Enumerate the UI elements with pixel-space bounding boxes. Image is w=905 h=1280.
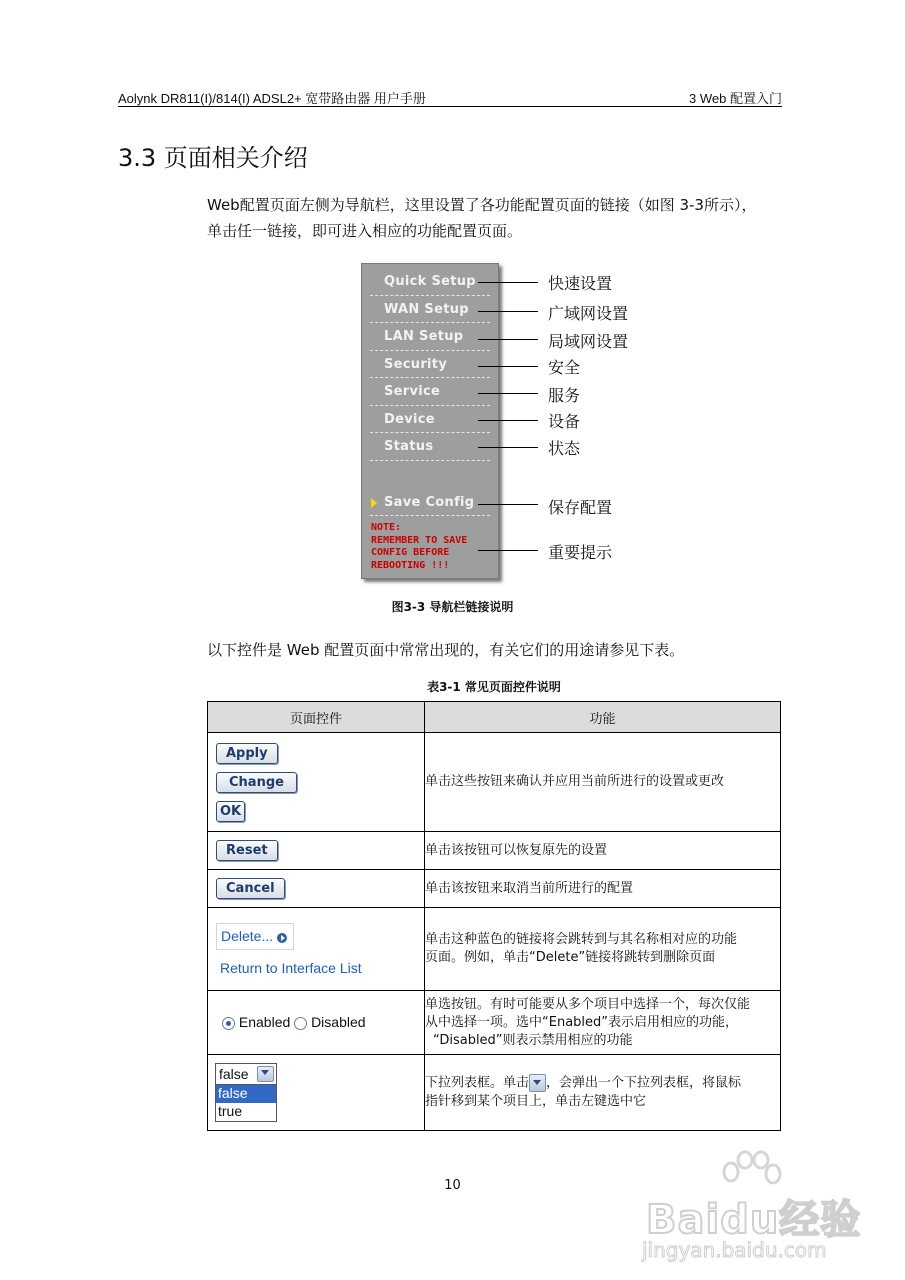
arrow-circle-icon [277, 933, 287, 943]
nav-divider [370, 432, 490, 433]
radio-enabled-label: Enabled [238, 1014, 291, 1030]
table-cell [208, 832, 425, 870]
table-row [208, 870, 781, 908]
label-lan-setup: 局域网设置 [548, 332, 629, 351]
return-to-interface-list-link[interactable]: Return to Interface List [220, 960, 362, 976]
para-2: 以下控件是 Web 配置页面中常常出现的，有关它们的用途请参见下表。 [207, 641, 685, 659]
label-service: 服务 [548, 386, 581, 405]
nav-item-wan-setup[interactable]: WAN Setup [384, 302, 469, 317]
cancel-button[interactable]: Cancel [216, 878, 285, 899]
header-rule [118, 106, 782, 107]
select-box[interactable] [216, 1064, 276, 1085]
table-cell [425, 908, 781, 991]
row-desc-part: 下拉列表框。单击 [425, 1075, 530, 1091]
table-row [208, 832, 781, 870]
label-quick-setup: 快速设置 [548, 274, 613, 293]
delete-link[interactable]: Delete... [221, 928, 274, 944]
intro-line-1: Web配置页面左侧为导航栏，这里设置了各功能配置页面的链接（如图 3-3所示）， [207, 196, 757, 214]
figure-caption: 图3-3 导航栏链接说明 [391, 600, 514, 614]
dropdown-option[interactable]: true [218, 1103, 243, 1119]
section-title: 3.3 页面相关介绍 [118, 144, 308, 172]
nav-divider [370, 405, 490, 406]
column-header-function: 功能 [425, 702, 781, 733]
leader-line [478, 282, 538, 283]
watermark-url: jingyan.baidu.com [642, 1238, 827, 1262]
table-cell [425, 991, 781, 1055]
table-header-row [208, 702, 781, 733]
label-status: 状态 [548, 439, 581, 458]
label-note: 重要提示 [548, 543, 613, 562]
row-desc: 单击该按钮可以恢复原先的设置 [425, 842, 608, 858]
row-desc-line: 单击这种蓝色的链接将会跳转到与其名称相对应的功能 [425, 932, 738, 947]
controls-table [207, 701, 781, 1131]
label-security: 安全 [548, 358, 581, 377]
arrow-right-icon [371, 498, 377, 508]
nav-item-service[interactable]: Service [384, 384, 441, 399]
chevron-down-icon[interactable] [257, 1066, 274, 1082]
nav-note: NOTE: REMEMBER TO SAVE CONFIG BEFORE REBOOTING !!! [371, 522, 468, 571]
leader-line [478, 550, 538, 551]
nav-divider [370, 295, 490, 296]
nav-divider [370, 460, 490, 461]
table-cell [425, 832, 781, 870]
row-desc-line: 从中选择一项。选中“Enabled”表示启用相应的功能， [425, 1014, 739, 1030]
nav-item-lan-setup[interactable]: LAN Setup [384, 329, 464, 344]
table-cell [425, 733, 781, 832]
table-row [208, 733, 781, 832]
page-number: 10 [444, 1178, 461, 1193]
table-cell [425, 870, 781, 908]
nav-divider [370, 350, 490, 351]
table-cell [208, 908, 425, 991]
table-cell [208, 991, 425, 1055]
table-row [208, 908, 781, 991]
select-value: false [219, 1066, 249, 1082]
leader-line [478, 504, 538, 505]
nav-divider [370, 377, 490, 378]
table-cell [208, 733, 425, 832]
radio-disabled-label: Disabled [311, 1014, 366, 1030]
column-header-control: 页面控件 [208, 702, 425, 733]
table-cell [208, 870, 425, 908]
leader-line [478, 366, 538, 367]
nav-item-status[interactable]: Status [384, 439, 434, 454]
table-row [208, 1055, 781, 1131]
change-button[interactable]: Change [216, 772, 297, 793]
nav-divider [370, 515, 490, 516]
dropdown-option-selected[interactable]: false [216, 1085, 276, 1103]
header-left: Aolynk DR811(I)/814(I) ADSL2+ 宽带路由器 用户手册 [118, 91, 426, 106]
row-desc-line: 指针移到某个项目上，单击左键选中它 [425, 1093, 647, 1109]
nav-item-quick-setup[interactable]: Quick Setup [384, 274, 476, 289]
leader-line [478, 339, 538, 340]
radio-enabled[interactable] [222, 1017, 235, 1030]
row-desc-line: 页面。例如，单击“Delete”链接将跳转到删除页面 [425, 950, 716, 965]
radio-disabled[interactable] [294, 1017, 307, 1030]
watermark-brand: Baidu经验 [646, 1197, 862, 1243]
nav-item-save-config[interactable]: Save Config [384, 495, 475, 510]
leader-line [478, 420, 538, 421]
baidu-watermark [640, 1150, 870, 1265]
leader-line [478, 447, 538, 448]
table-cell [208, 1055, 425, 1131]
reset-button[interactable]: Reset [216, 840, 278, 861]
nav-item-device[interactable]: Device [384, 412, 435, 427]
leader-line [478, 311, 538, 312]
row-desc-part: ，会弹出一个下拉列表框，将鼠标 [546, 1075, 742, 1091]
label-device: 设备 [548, 412, 581, 431]
ok-button[interactable]: OK [216, 801, 245, 822]
table-row [208, 991, 781, 1055]
intro-line-2: 单击任一链接，即可进入相应的功能配置页面。 [207, 222, 523, 240]
chevron-down-icon [529, 1074, 546, 1092]
label-save-config: 保存配置 [548, 498, 613, 517]
table-cell [425, 1055, 781, 1131]
dropdown-demo [215, 1063, 277, 1122]
row-desc-line: 单选按钮。有时可能要从多个项目中选择一个，每次仅能 [425, 996, 751, 1012]
row-desc: 单击这些按钮来确认并应用当前所进行的设置或更改 [425, 774, 725, 789]
leader-line [478, 393, 538, 394]
header-right: 3 Web 配置入门 [689, 91, 782, 106]
nav-item-security[interactable]: Security [384, 357, 448, 372]
row-desc: 单击该按钮来取消当前所进行的配置 [425, 880, 634, 896]
table-caption: 表3-1 常见页面控件说明 [427, 680, 561, 694]
paw-logo-icon [715, 1150, 785, 1190]
row-desc-line: “Disabled”则表示禁用相应的功能 [433, 1032, 633, 1048]
nav-divider [370, 322, 490, 323]
label-wan-setup: 广域网设置 [548, 304, 629, 323]
apply-button[interactable]: Apply [216, 743, 278, 764]
